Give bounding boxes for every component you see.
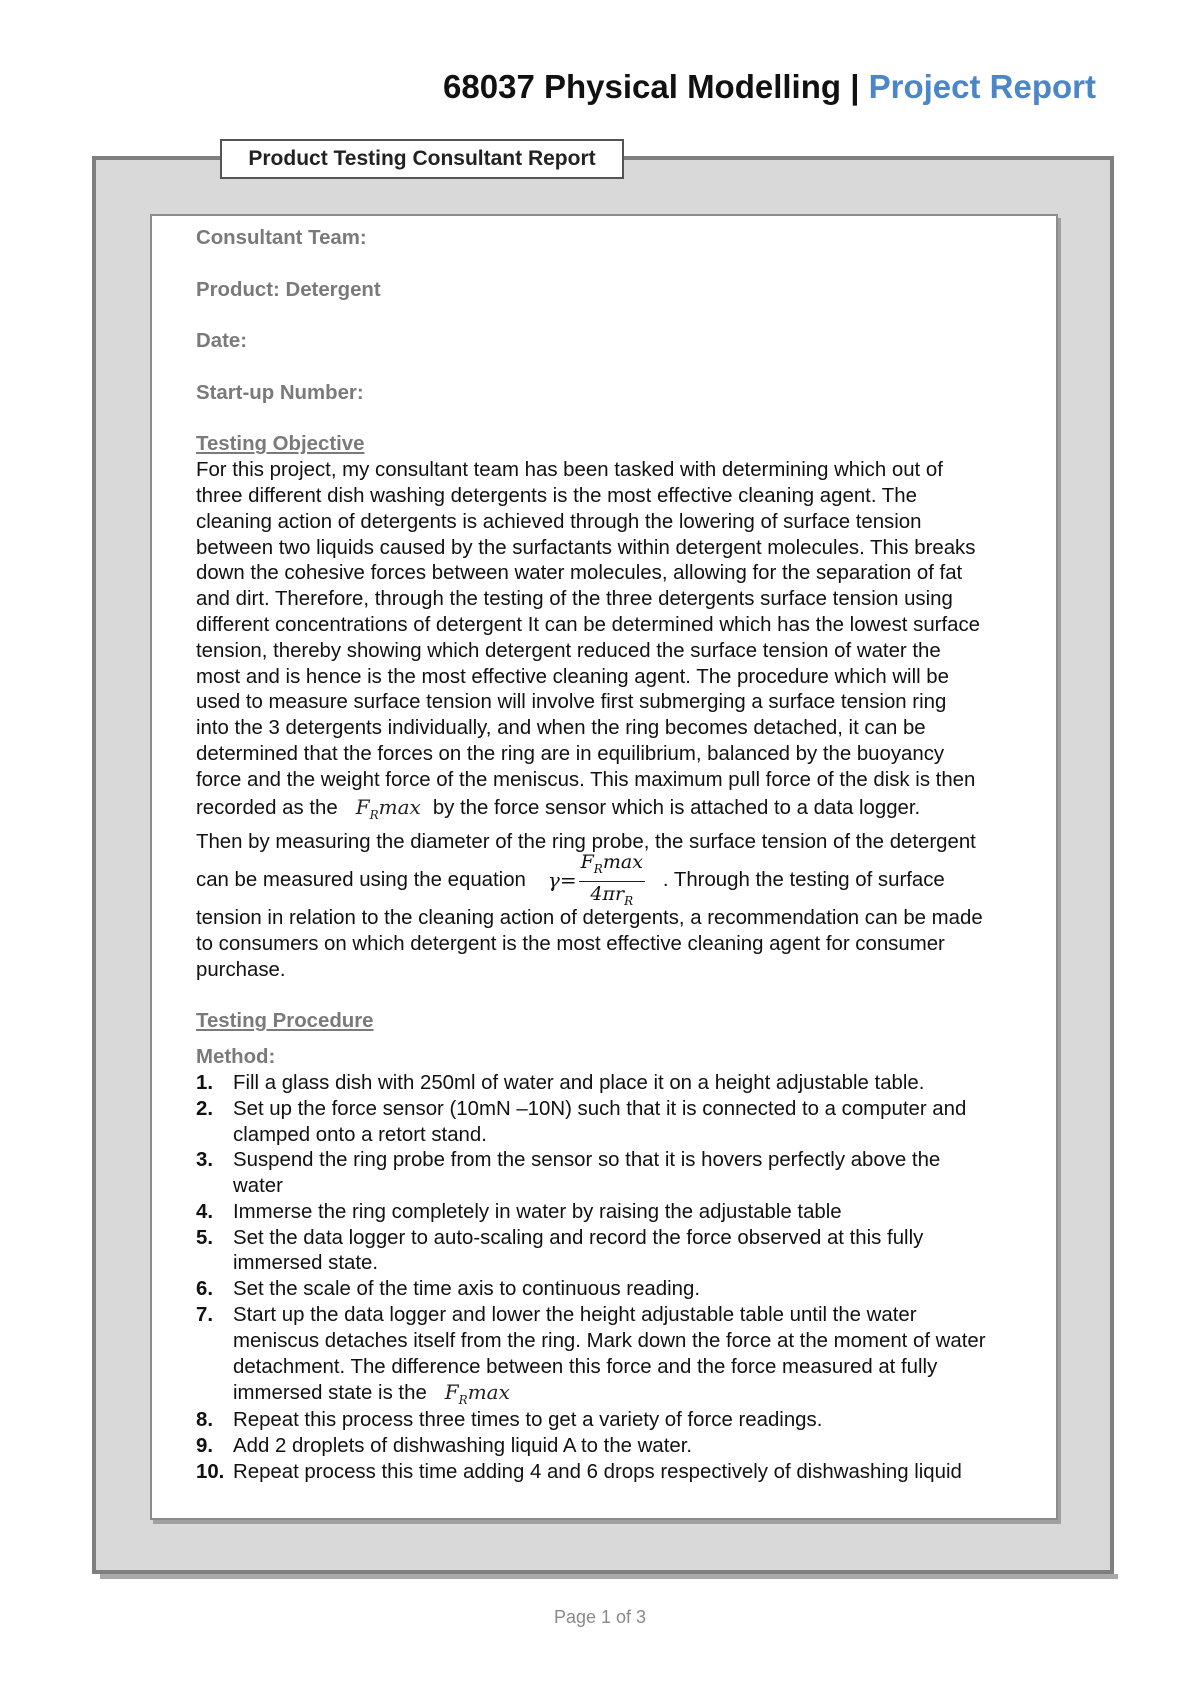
objective-line: For this project, my consultant team has been tasked with determining which out of	[196, 459, 943, 482]
step-line: immersed state.	[233, 1252, 379, 1275]
method-label: Method:	[196, 1046, 276, 1069]
objective-line: tension, thereby showing which detergent reduced the surface tension of water the	[196, 639, 941, 662]
method-step	[196, 1200, 1066, 1226]
step-line: detachment. The difference between this force and the force measured at fully	[233, 1355, 938, 1378]
step-number: 10.	[196, 1461, 225, 1484]
objective-equation-line	[196, 850, 1066, 908]
objective-line: most and is hence is the most effective cleaning agent. The procedure which will be	[196, 665, 949, 688]
field-startup-number: Start-up Number:	[196, 381, 364, 404]
objective-recorded-line	[196, 795, 1066, 829]
step-line: Repeat process this time adding 4 and 6 drops respectively of dishwashing liquid	[233, 1461, 962, 1484]
den-sub: R	[624, 893, 634, 908]
eq-pre: can be measured using the equation	[196, 869, 526, 892]
step-number: 3.	[196, 1149, 214, 1172]
step-line: water	[233, 1175, 283, 1198]
heading-testing-objective: Testing Objective	[196, 433, 365, 456]
step-number: 6.	[196, 1278, 214, 1301]
step-number: 1.	[196, 1071, 214, 1094]
objective-tail-line: to consumers on which detergent is the most effective cleaning agent for consumer	[196, 932, 945, 955]
step-line: Add 2 droplets of dishwashing liquid A to the water.	[233, 1435, 693, 1458]
objective-line: three different dish washing detergents is the most effective cleaning agent. The	[196, 484, 917, 507]
objective-line: and dirt. Therefore, through the testing of the three detergents surface tension using	[196, 588, 953, 611]
field-date: Date:	[196, 330, 247, 353]
method-step	[196, 1303, 1066, 1408]
method-step	[196, 1408, 1066, 1434]
step-text	[233, 1148, 1066, 1200]
objective-line: determined that the forces on the ring are in equilibrium, balanced by the buoyancy	[196, 742, 945, 765]
method-step	[196, 1434, 1066, 1460]
step-number: 2.	[196, 1097, 214, 1120]
step-text	[233, 1460, 1066, 1486]
step-line: Immerse the ring completely in water by raising the adjustable table	[233, 1200, 842, 1223]
num-suffix: max	[602, 850, 643, 873]
equation-numerator	[579, 850, 645, 882]
step-line: Set up the force sensor (10mN –10N) such that it is connected to a computer and	[233, 1097, 967, 1120]
objective-tail-line: purchase.	[196, 958, 286, 981]
den-base: 4πr	[590, 882, 625, 905]
page-header	[443, 68, 1096, 106]
page-number: Page 1 of 3	[553, 1607, 647, 1627]
step-text	[233, 1097, 1066, 1149]
method-step	[196, 1460, 1066, 1486]
objective-line: used to measure surface tension will involve first submerging a surface tension ring	[196, 691, 947, 714]
objective-line: different concentrations of detergent It can be determined which has the lowest surface	[196, 613, 980, 636]
recorded-post: by the force sensor which is attached to a data logger.	[432, 796, 921, 819]
report-content	[196, 226, 1066, 1486]
step-text	[233, 1303, 1066, 1408]
step-text	[233, 1071, 1066, 1097]
objective-then-line: Then by measuring the diameter of the ring probe, the surface tension of the detergent	[196, 831, 976, 854]
objective-paragraph	[196, 458, 1066, 793]
method-step	[196, 1097, 1066, 1149]
step-line-formula	[233, 1380, 1066, 1408]
fr-sub: R	[458, 1393, 468, 1408]
step-number: 8.	[196, 1409, 214, 1432]
fr-suffix: max	[378, 794, 421, 819]
step-number: 9.	[196, 1435, 214, 1458]
report-title-tab: Product Testing Consultant Report	[220, 139, 624, 179]
step-line: Fill a glass dish with 250ml of water and place it on a height adjustable table.	[233, 1071, 925, 1094]
step-line: meniscus detaches itself from the ring. Mark down the force at the moment of water	[233, 1329, 986, 1352]
recorded-pre: recorded as the	[196, 796, 338, 819]
step-text	[233, 1200, 1066, 1226]
fr-suffix: max	[467, 1380, 510, 1405]
field-consultant-team: Consultant Team:	[196, 227, 367, 249]
step-text	[233, 1226, 1066, 1278]
objective-tail	[196, 906, 1066, 983]
fr-max-formula	[356, 795, 421, 829]
surface-tension-equation	[579, 850, 645, 913]
step-line: Set the scale of the time axis to continuous reading.	[233, 1278, 700, 1301]
header-title: 68037 Physical Modelling |	[443, 68, 869, 105]
fr-base: F	[355, 794, 370, 819]
step-number: 4.	[196, 1200, 214, 1223]
objective-line: cleaning action of detergents is achieved through the lowering of surface tension	[196, 510, 922, 533]
gamma-symbol: γ=	[547, 868, 577, 893]
spacer-small	[196, 1035, 1066, 1045]
objective-tail-line: tension in relation to the cleaning action of detergents, a recommendation can be made	[196, 907, 983, 930]
step-number: 5.	[196, 1226, 214, 1249]
method-step	[196, 1148, 1066, 1200]
heading-testing-procedure: Testing Procedure	[196, 1010, 374, 1033]
header-accent: Project Report	[868, 68, 1096, 105]
method-step	[196, 1277, 1066, 1303]
step-number: 7.	[196, 1304, 214, 1327]
fr-base: F	[444, 1380, 459, 1405]
step-line: Set the data logger to auto-scaling and record the force observed at this fully	[233, 1226, 924, 1249]
step-text	[233, 1434, 1066, 1460]
objective-line: down the cohesive forces between water molecules, allowing for the separation of fat	[196, 562, 963, 585]
eq-post: . Through the testing of surface	[662, 869, 945, 892]
num-base: F	[580, 850, 594, 873]
objective-line: between two liquids caused by the surfactants within detergent molecules. This breaks	[196, 536, 976, 559]
step-formula-pre: immersed state is the	[233, 1382, 427, 1405]
fr-sub: R	[369, 807, 379, 822]
step-text	[233, 1408, 1066, 1434]
objective-line: force and the weight force of the meniscus. This maximum pull force of the disk is then	[196, 768, 976, 791]
step-line: Start up the data logger and lower the height adjustable table until the water	[233, 1304, 917, 1327]
step-line: clamped onto a retort stand.	[233, 1123, 487, 1146]
method-step	[196, 1226, 1066, 1278]
spacer	[196, 984, 1066, 1010]
method-steps	[196, 1071, 1066, 1486]
field-product: Product: Detergent	[196, 278, 381, 301]
step-text	[233, 1277, 1066, 1303]
objective-line: into the 3 detergents individually, and when the ring becomes detached, it can be	[196, 717, 926, 740]
step-line: Suspend the ring probe from the sensor so that it is hovers perfectly above the	[233, 1149, 941, 1172]
method-step	[196, 1071, 1066, 1097]
num-sub: R	[593, 861, 603, 876]
step-line: Repeat this process three times to get a variety of force readings.	[233, 1409, 823, 1432]
